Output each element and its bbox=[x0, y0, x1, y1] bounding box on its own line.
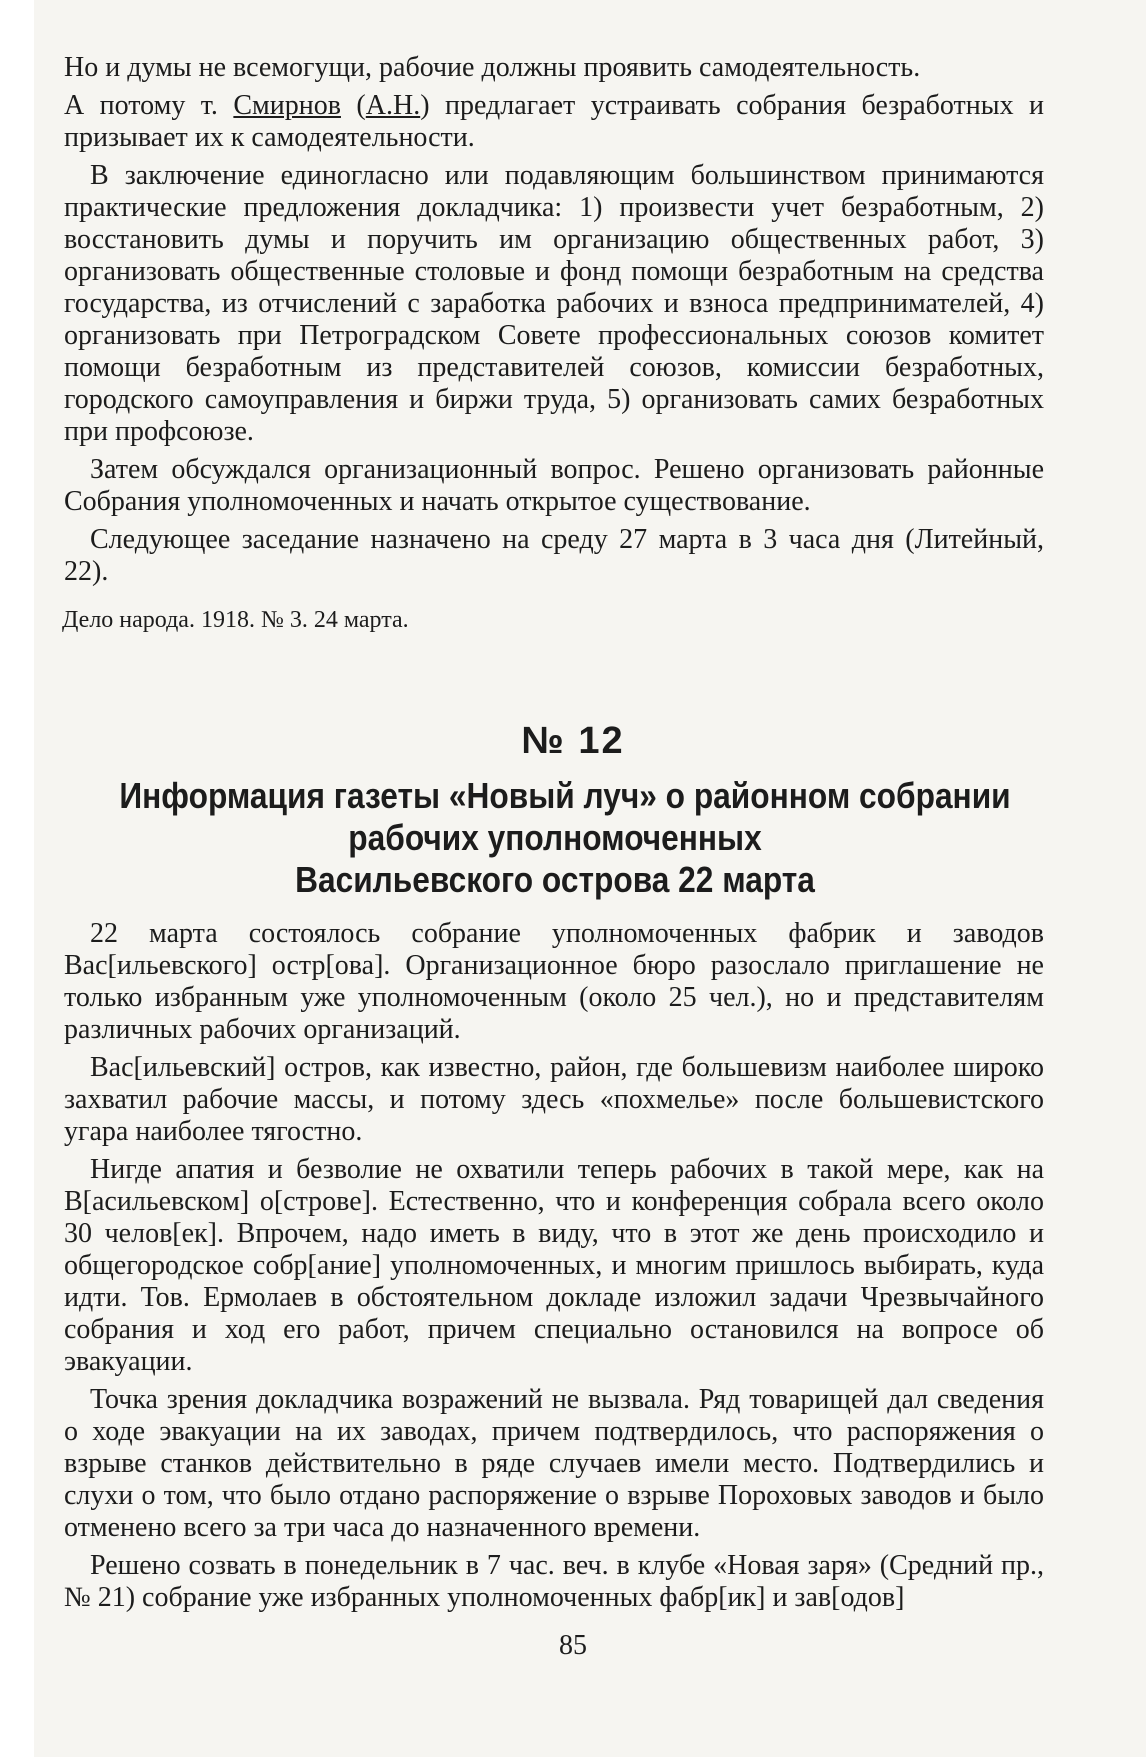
paragraph-text: Затем обсуждался организационный вопрос. Решено организовать районные Собрания уполномоченных и начать открытое существование. bbox=[64, 454, 1044, 517]
paragraph bbox=[64, 454, 1044, 518]
heading-line: Васильевского острова 22 марта bbox=[295, 859, 815, 900]
document-body bbox=[64, 918, 1044, 1620]
scan-margin bbox=[0, 0, 34, 1757]
source-citation: Дело народа. 1918. № 3. 24 марта. bbox=[62, 607, 409, 633]
paragraph-text: ( bbox=[340, 90, 366, 121]
paragraph bbox=[64, 52, 1044, 84]
paragraph: Точка зрения докладчика возражений не вызвала. Ряд товарищей дал сведения о ходе эвакуации на их заводах, причем подтвердилось, что распоряжения о взрыве станков действительно в ряде случаев имели место. Подтвердились и слухи о том, что было отдано распоряжение о взрыве Пороховых заводов и было отменено всего за три часа до назначенного времени. bbox=[64, 1384, 1044, 1543]
paragraph: Нигде апатия и безволие не охватили теперь рабочих в такой мере, как на В[асильевском] о[строве]. Естественно, что и конференция собрала всего около 30 челов[ек]. Впрочем, надо иметь в виду, что в этот же день происходило и общегородское собр[ание] уполномоченных, и многим пришлось выбирать, куда идти. Тов. Ермолаев в обстоятельном докладе изложил задачи Чрезвычайного собрания и ход его работ, причем специально остановился на вопросе об эвакуации. bbox=[64, 1154, 1044, 1377]
heading-line: рабочих уполномоченных bbox=[348, 817, 762, 858]
paragraph-text: А потому т. bbox=[64, 90, 234, 121]
heading-line: Информация газеты «Новый луч» о районном собрании bbox=[119, 775, 1011, 816]
paragraph bbox=[64, 524, 1044, 588]
paragraph bbox=[64, 160, 1044, 448]
underlined-name: Смирнов bbox=[233, 90, 341, 121]
underlined-initials: А.Н. bbox=[365, 90, 421, 121]
page-number: 85 bbox=[559, 1630, 587, 1661]
paragraph: Вас[ильевский] остров, как известно, район, где большевизм наиболее широко захватил рабочие массы, и потому здесь «похмелье» после большевистского угара наиболее тягостно. bbox=[64, 1052, 1044, 1147]
paragraph-text: Но и думы не всемогущи, рабочие должны проявить самодеятельность. bbox=[64, 52, 921, 83]
document-heading bbox=[119, 775, 1011, 901]
paragraph-text: Следующее заседание назначено на среду 27 марта в 3 часа дня (Литейный, 22). bbox=[64, 524, 1044, 587]
paragraph-text: ) предлагает устраивать собрания безработных и призывает их к самодеятельности. bbox=[64, 90, 1044, 153]
paragraph-text: В заключение единогласно или подавляющим большинством принимаются практические предложения докладчика: 1) произвести учет безработным, 2) восстановить думы и поручить им организацию общественных работ, 3) организовать общественные столовые и фонд помощи безработным на средства государства, из отчислений с заработка рабочих и взноса предпринимателей, 4) организовать при Петроградском Совете профессиональных союзов комитет помощи безработным из представителей союзов, комиссии безработных, городского самоуправления и биржи труда, 5) организовать самих безработных при профсоюзе. bbox=[64, 160, 1044, 447]
paragraph: 22 марта состоялось собрание уполномоченных фабрик и заводов Вас[ильевского] остр[ова]. Организационное бюро разослало приглашение не только избранным уже уполномоченным (около 25 чел.), но и представителям различных рабочих организаций. bbox=[64, 918, 1044, 1045]
previous-document-text bbox=[64, 52, 1044, 594]
paragraph: Решено созвать в понедельник в 7 час. веч. в клубе «Новая заря» (Средний пр., № 21) собрание уже избранных уполномоченных фабр[ик] и зав[одов] bbox=[64, 1550, 1044, 1613]
paragraph bbox=[64, 90, 1044, 154]
document-number: № 12 bbox=[521, 720, 625, 762]
